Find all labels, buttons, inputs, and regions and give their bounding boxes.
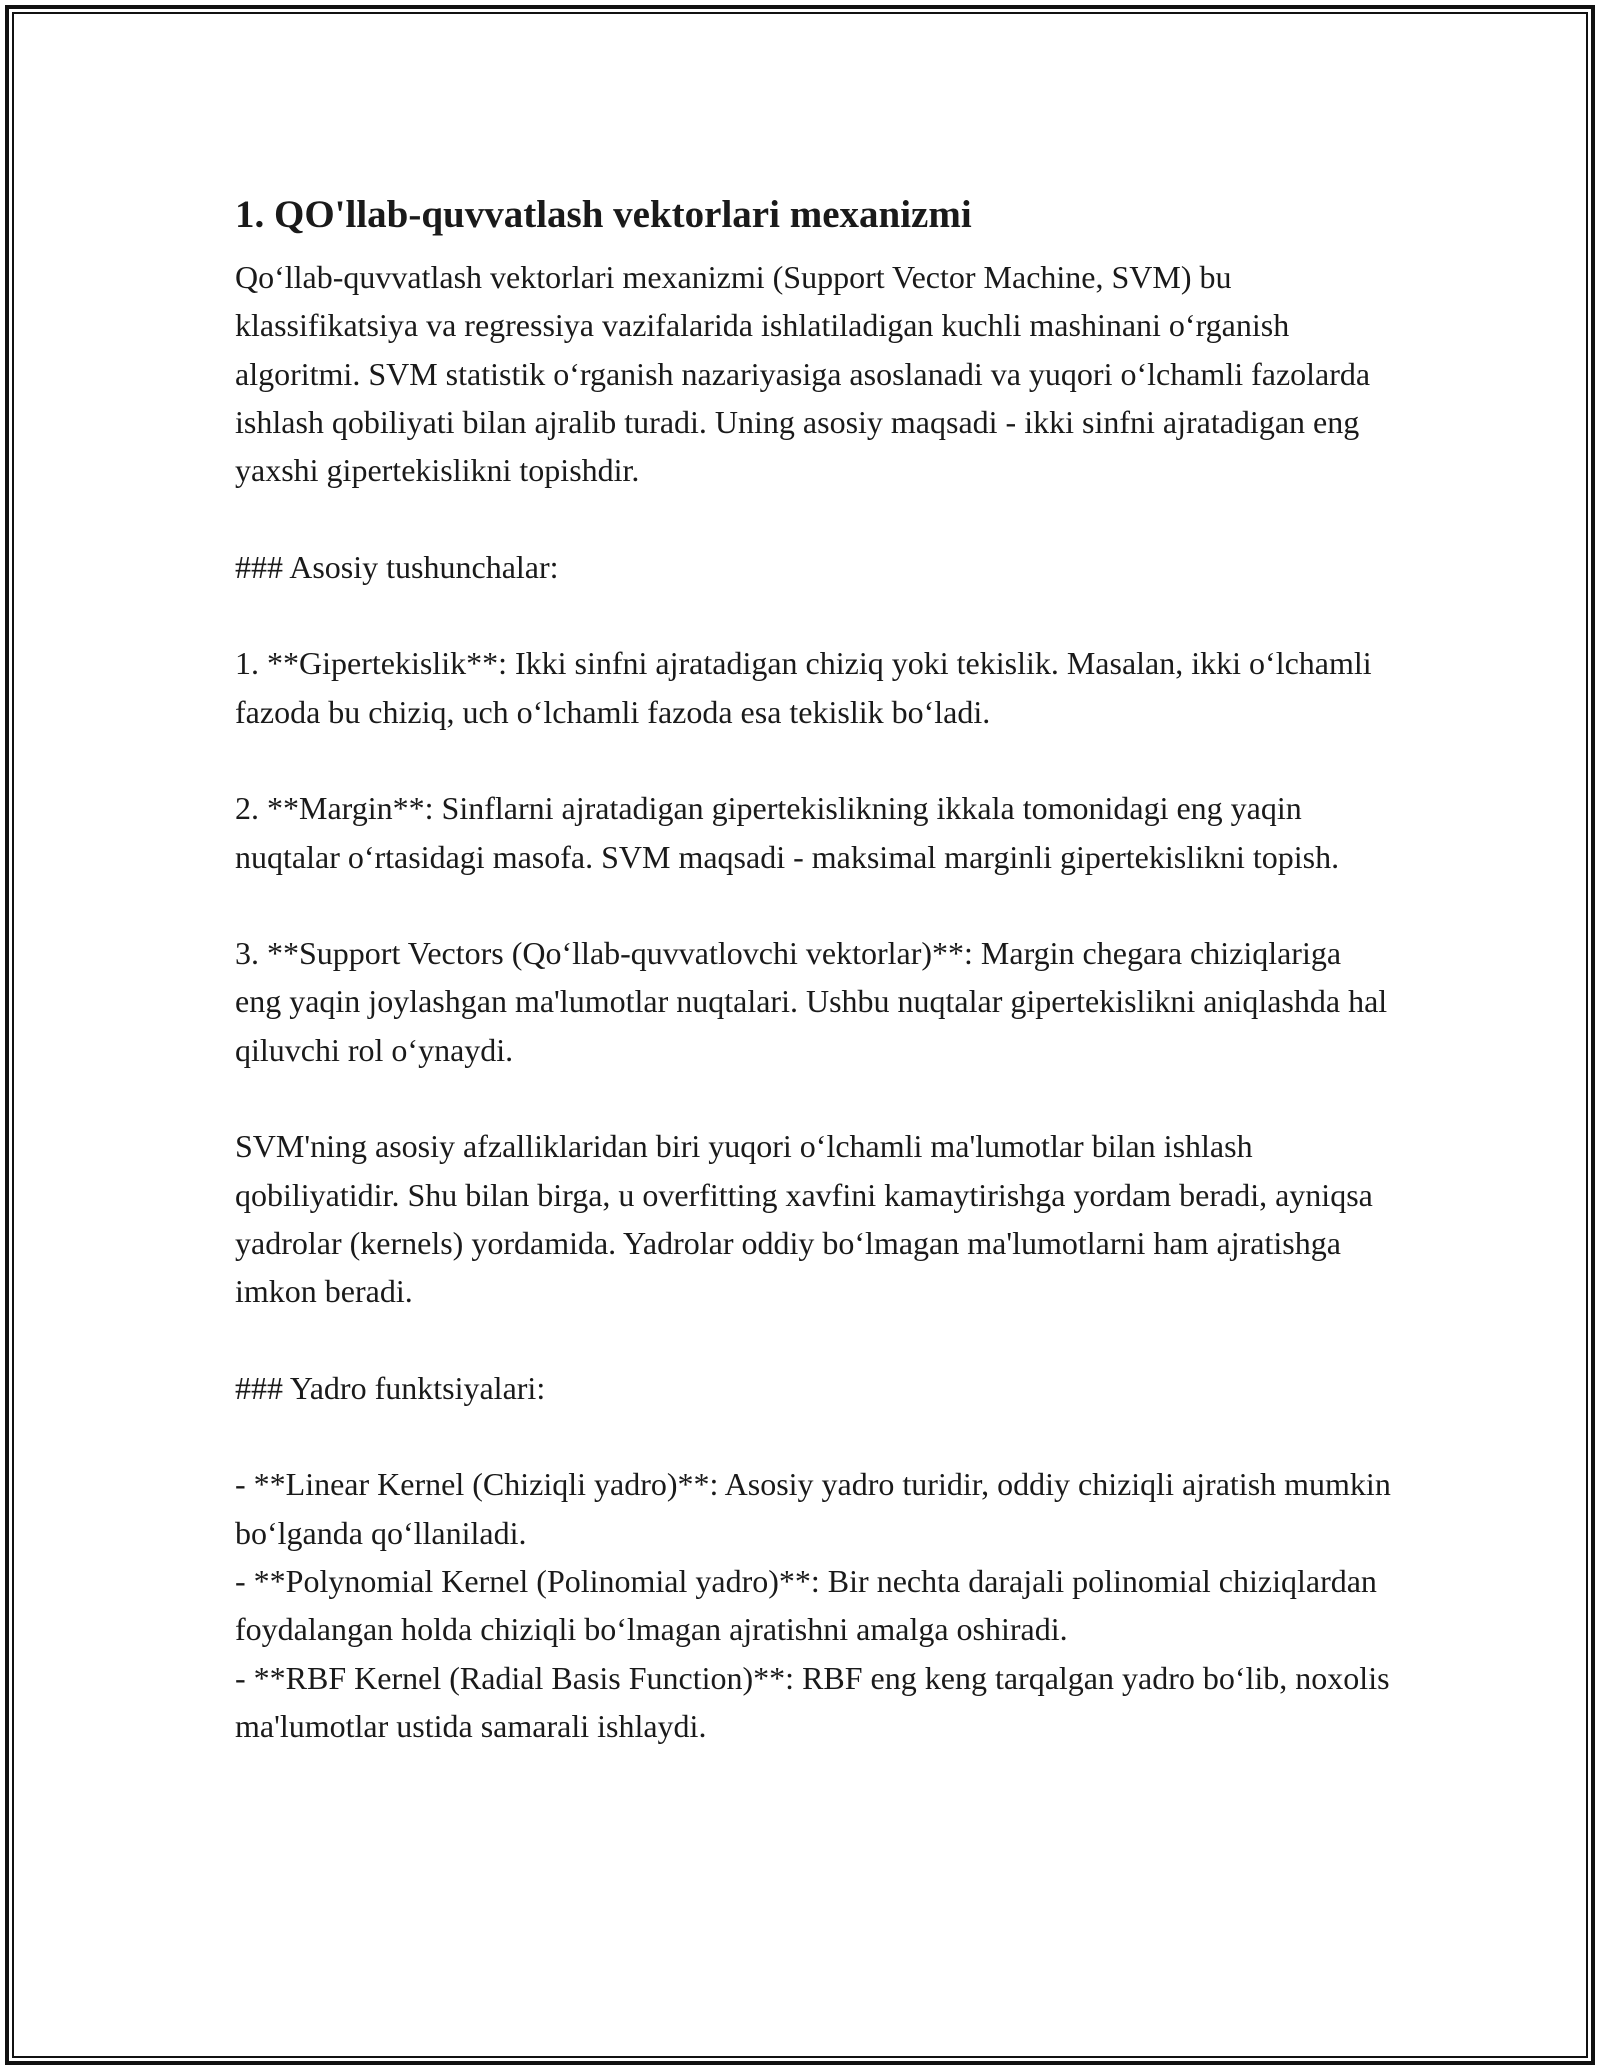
advantages-paragraph: SVM'ning asosiy afzalliklaridan biri yuqori o‘lchamli ma'lumotlar bilan ishlash qobiliyatidir. Shu bilan birga, u overfitting xavfini kamaytirishga yordam beradi, ayniqsa yadrolar (kernels) yordamida. Yadrolar oddiy bo‘lmagan ma'lumotlarni ham ajratishga imkon beradi.	[235, 1128, 1373, 1310]
intro-paragraph: Qo‘llab-quvvatlash vektorlari mexanizmi (Support Vector Machine, SVM) bu klassifikatsiya va regressiya vazifalarida ishlatiladigan kuchli mashinani o‘rganish algoritmi. SVM statistik o‘rganish nazariyasiga asoslanadi va yuqori o‘lchamli fazolarda ishlash qobiliyati bilan ajralib turadi. Uning asosiy maqsadi - ikki sinfni ajratadigan eng yaxshi gipertekislikni topishdir.	[235, 259, 1371, 489]
kernels-list	[235, 1460, 1395, 1750]
concept-item-hyperplane: 1. **Gipertekislik**: Ikki sinfni ajratadigan chiziq yoki tekislik. Masalan, ikki o‘lchamli fazoda bu chiziq, uch o‘lchamli fazoda esa tekislik bo‘ladi.	[235, 645, 1372, 730]
kernels-heading: ### Yadro funktsiyalari:	[235, 1369, 546, 1406]
concepts-heading: ### Asosiy tushunchalar:	[235, 548, 559, 585]
concept-item-margin: 2. **Margin**: Sinflarni ajratadigan gipertekislikning ikkala tomonidagi eng yaqin nuqtalar o‘rtasidagi masofa. SVM maqsadi - maksimal marginli gipertekislikni topish.	[235, 790, 1340, 875]
document-title: 1. QO'llab-quvvatlash vektorlari mexanizmi	[235, 193, 972, 236]
kernel-item-polynomial: - **Polynomial Kernel (Polinomial yadro)**: Bir nechta darajali polinomial chiziqlardan foydalangan holda chiziqli bo‘lmagan ajratishni amalga oshiradi.	[235, 1563, 1377, 1648]
kernel-item-rbf: - **RBF Kernel (Radial Basis Function)**: RBF eng keng tarqalgan yadro bo‘lib, noxolis ma'lumotlar ustida samarali ishlaydi.	[235, 1659, 1390, 1744]
kernel-item-linear: - **Linear Kernel (Chiziqli yadro)**: Asosiy yadro turidir, oddiy chiziqli ajratish mumkin bo‘lganda qo‘llaniladi.	[235, 1466, 1391, 1551]
concept-item-support-vectors: 3. **Support Vectors (Qo‘llab-quvvatlovchi vektorlar)**: Margin chegara chiziqlariga eng yaqin joylashgan ma'lumotlar nuqtalari. Ushbu nuqtalar gipertekislikni aniqlashda hal qiluvchi rol o‘ynaydi.	[235, 935, 1388, 1068]
document-body	[235, 187, 1395, 1750]
